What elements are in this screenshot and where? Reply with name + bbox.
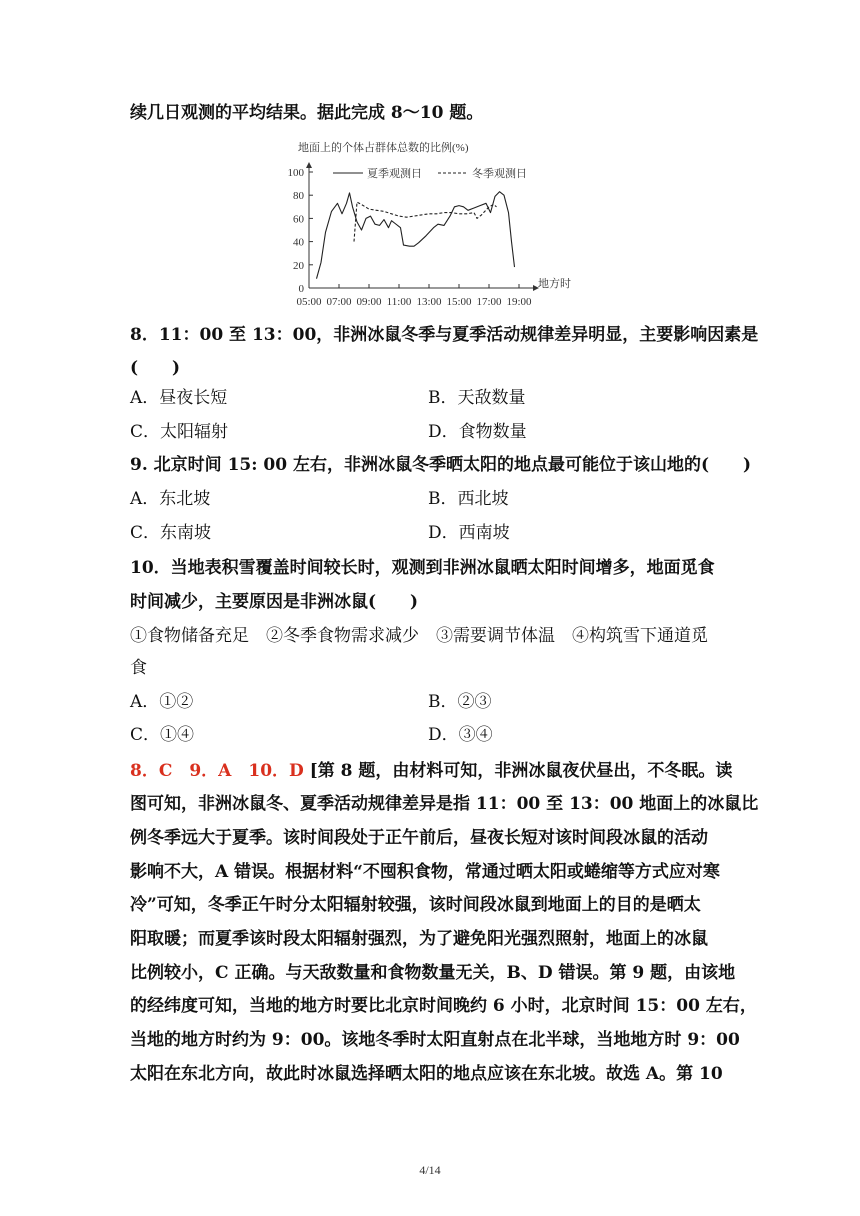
answer-line9: 当地的地方时约为 9：00。该地冬季时太阳直射点在北半球，当地地方时 9：00 [130, 1030, 740, 1050]
q10-items-line1: ①食物储备充足 ②冬季食物需求减少 ③需要调节体温 ④构筑雪下通道觅 [130, 626, 708, 646]
x-tick-label: 11:00 [386, 296, 412, 308]
y-axis-arrow [306, 162, 312, 168]
x-tick-label: 13:00 [416, 296, 442, 308]
q10-option-b: B．②③ [428, 692, 492, 712]
q9-option-a: A．东北坡 [130, 489, 211, 509]
answer-line3: 例冬季远大于夏季。该时间段处于正午前后，昼夜长短对该时间段冰鼠的活动 [130, 828, 708, 848]
y-tick-label: 0 [298, 283, 304, 295]
answer-line4: 影响不大，A 错误。根据材料“不囤积食物，常通过晒太阳或蜷缩等方式应对寒 [130, 862, 720, 882]
answer-key: 8．C 9．A 10．D [130, 761, 304, 781]
answer-line10: 太阳在东北方向，故此时冰鼠选择晒太阳的地点应该在东北坡。故选 A。第 10 [130, 1064, 723, 1084]
answer-line8: 的经纬度可知，当地的地方时要比北京时间晚约 6 小时，北京时间 15：00 左右， [130, 996, 757, 1016]
q8-stem-line2: ( ) [130, 358, 181, 378]
answer-line5: 冷”可知，冬季正午时分太阳辐射较强，该时间段冰鼠到地面上的目的是晒太 [130, 895, 701, 915]
q8-option-d: D．食物数量 [428, 422, 527, 442]
q10-option-a: A．①② [130, 692, 194, 712]
y-tick-label: 20 [293, 259, 304, 272]
q9-stem: 9. 北京时间 15: 00 左右，非洲冰鼠冬季晒太阳的地点最可能位于该山地的( ) [130, 455, 752, 475]
x-tick-label: 15:00 [446, 296, 472, 308]
answer-line7: 比例较小，C 正确。与天敌数量和食物数量无关，B、D 错误。第 9 题，由该地 [130, 963, 736, 983]
q9-option-c: C．东南坡 [130, 523, 212, 543]
answer-line6: 阳取暖；而夏季该时段太阳辐射强烈，为了避免阳光强烈照射，地面上的冰鼠 [130, 929, 708, 949]
y-tick-label: 100 [287, 167, 304, 179]
q9-option-b: B．西北坡 [428, 489, 509, 509]
q10-items-line2: 食 [130, 658, 147, 678]
x-tick-label: 05:00 [296, 296, 322, 308]
answer-line2: 图可知，非洲冰鼠冬、夏季活动规律差异是指 11：00 至 13：00 地面上的冰鼠比 [130, 794, 759, 814]
x-tick-label: 07:00 [326, 296, 352, 308]
q10-stem-line1: 10．当地表积雪覆盖时间较长时，观测到非洲冰鼠晒太阳时间增多，地面觅食 [130, 558, 715, 578]
q8-option-c: C．太阳辐射 [130, 422, 229, 442]
q9-option-d: D．西南坡 [428, 523, 510, 543]
x-tick-label: 17:00 [476, 296, 502, 308]
page-number: 4/14 [419, 1163, 441, 1177]
q10-option-c: C．①④ [130, 725, 195, 745]
y-tick-label: 80 [293, 190, 304, 203]
chart-title: 地面上的个体占群体总数的比例(%) [298, 142, 469, 154]
q8-option-a: A．昼夜长短 [130, 388, 228, 408]
answer-explanation-start: [第 8 题，由材料可知，非洲冰鼠夜伏昼出，不冬眠。读 [309, 761, 733, 781]
q10-stem-line2: 时间减少，主要原因是非洲冰鼠( ) [130, 592, 419, 612]
intro-text: 续几日观测的平均结果。据此完成 8～10 题。 [130, 103, 484, 123]
x-tick-label: 09:00 [356, 296, 382, 308]
legend-label-summer: 夏季观测日 [367, 168, 422, 180]
q8-stem-line1: 8．11：00 至 13：00，非洲冰鼠冬季与夏季活动规律差异明显，主要影响因素是 [130, 325, 759, 345]
legend-label-winter: 冬季观测日 [472, 168, 527, 180]
y-tick-label: 40 [293, 236, 304, 249]
x-tick-label: 19:00 [506, 296, 532, 308]
series-line-summer [317, 192, 515, 279]
line-chart [280, 136, 600, 314]
q10-option-d: D．③④ [428, 725, 493, 745]
y-tick-label: 60 [293, 213, 304, 226]
q8-option-b: B．天敌数量 [428, 388, 526, 408]
x-axis-label: 地方时 [538, 278, 571, 290]
answer-line1 [130, 758, 740, 784]
